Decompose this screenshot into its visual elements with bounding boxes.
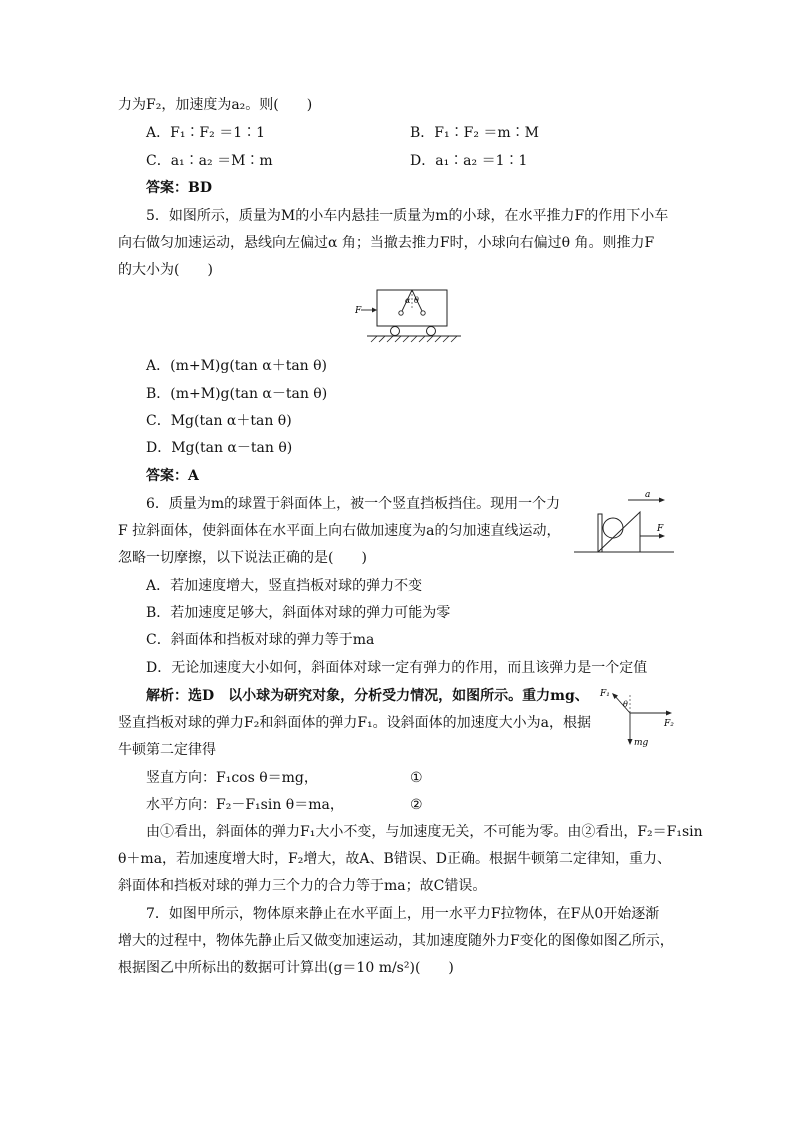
q5-option-d: D．Mg(tan α－tan θ): [146, 440, 293, 456]
incline-accel-label: a: [645, 490, 651, 500]
q4-option-c: C．a₁∶a₂ ＝M∶m: [146, 153, 273, 169]
q6-option-b: B．若加速度足够大，斜面体对球的弹力可能为零: [146, 605, 451, 621]
force-mg-label: mg: [634, 738, 649, 748]
q4-option-a: A．F₁∶F₂ ＝1∶1: [146, 125, 266, 141]
q7-stem-line-3: 根据图乙中所标出的数据可计算出(g＝10 m/s²)( ): [118, 960, 454, 976]
q6-option-d: D．无论加速度大小如何，斜面体对球一定有弹力的作用，而且该弹力是一个定值: [146, 660, 648, 676]
q6-solution-line-4: 由①看出，斜面体的弹力F₁大小不变，与加速度无关，不可能为零。由②看出，F₂＝F₁sin: [146, 824, 703, 840]
q6-solution-line-6: 斜面体和挡板对球的弹力三个力的合力等于ma；故C错误。: [118, 878, 487, 894]
q4-answer: 答案：BD: [146, 180, 212, 196]
q5-answer: 答案：A: [146, 468, 199, 484]
q6-stem-line-3: 忽略一切摩擦，以下说法正确的是( ): [118, 550, 367, 566]
q6-solution-line-2: 竖直挡板对球的弹力F₂和斜面体的弹力F₁。设斜面体的加速度大小为a，根据: [118, 715, 591, 731]
q5-stem-line-1: 5．如图所示，质量为M的小车内悬挂一质量为m的小球，在水平推力F的作用下小车: [146, 208, 669, 224]
q6-stem-line-1: 6．质量为m的球置于斜面体上，被一个竖直挡板挡住。现用一个力: [146, 496, 561, 512]
equation-1-number: ①: [410, 770, 423, 786]
q5-option-b: B．(m+M)g(tan α－tan θ): [146, 386, 328, 402]
q4-option-d: D．a₁∶a₂ ＝1∶1: [410, 153, 528, 169]
q7-stem-line-2: 增大的过程中，物体先静止后又做变加速运动，其加速度随外力F变化的图像如图乙所示，: [118, 933, 674, 949]
q5-option-a: A．(m+M)g(tan α＋tan θ): [146, 358, 328, 374]
cart-alpha-label: α: [405, 296, 411, 305]
equation-2-number: ②: [410, 797, 423, 813]
q6-option-c: C．斜面体和挡板对球的弹力等于ma: [146, 632, 375, 648]
equation-1: 竖直方向：F₁cos θ＝mg，: [146, 770, 318, 786]
q5-option-c: C．Mg(tan α＋tan θ): [146, 413, 292, 429]
cart-force-label: F: [355, 306, 362, 316]
incline-figure: [570, 488, 680, 560]
equation-2: 水平方向：F₂－F₁sin θ＝ma，: [146, 797, 344, 813]
q6-option-a: A．若加速度增大，竖直挡板对球的弹力不变: [146, 578, 423, 594]
q6-solution-line-3: 牛顿第二定律得: [118, 742, 216, 758]
q7-stem-line-1: 7．如图甲所示，物体原来静止在水平面上，用一水平力F拉物体，在F从0开始逐渐: [146, 906, 660, 922]
q4-option-b: B．F₁∶F₂ ＝m∶M: [410, 125, 540, 141]
q4-stem-tail: 力为F₂，加速度为a₂。则( ): [118, 97, 313, 113]
force-diagram: [596, 683, 686, 753]
q5-stem-line-2: 向右做匀加速运动，悬线向左偏过α 角；当撤去推力F时，小球向右偏过θ 角。则推力F: [118, 235, 655, 251]
cart-figure: [355, 286, 465, 348]
force-f2-label: F₂: [664, 719, 674, 729]
force-theta-label: θ: [623, 700, 628, 709]
q6-stem-line-2: F 拉斜面体，使斜面体在水平面上向右做加速度为a的匀加速直线运动，: [118, 523, 561, 539]
q6-solution-line-1: 解析：选D 以小球为研究对象，分析受力情况，如图所示。重力mg、: [146, 688, 589, 704]
q5-stem-line-3: 的大小为( ): [118, 262, 213, 278]
force-f1-label: F₁: [600, 689, 610, 699]
cart-theta-label: θ: [414, 296, 419, 305]
q6-solution-line-5: θ＋ma，若加速度增大时，F₂增大，故A、B错误、D正确。根据牛顿第二定律知，重力、: [118, 851, 671, 867]
incline-force-label: F: [657, 524, 664, 534]
